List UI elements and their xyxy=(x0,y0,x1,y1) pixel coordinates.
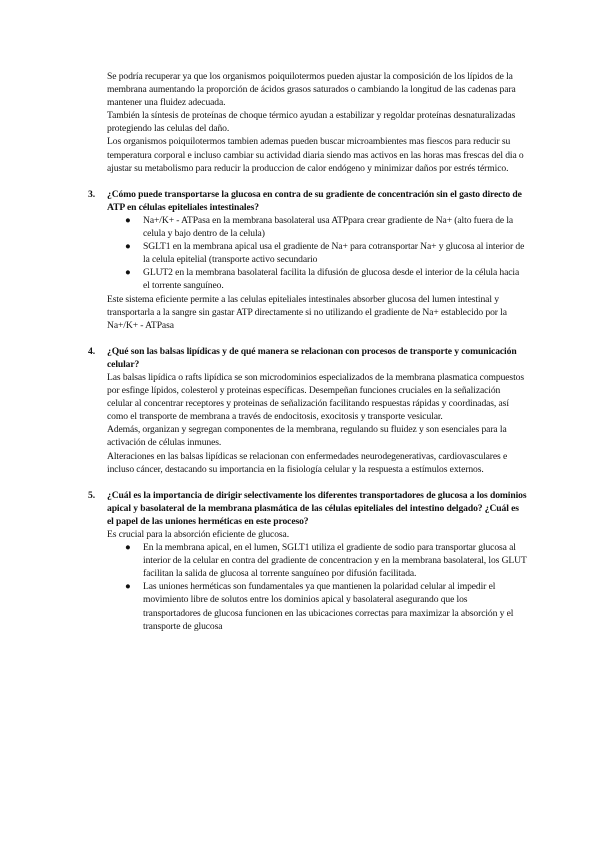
question-5 xyxy=(88,489,527,633)
answer-paragraph: Este sistema eficiente permite a las celulas epiteliales intestinales absorber glucosa del lumen intestinal y transportarla a la sangre sin gastar ATP directamente si no utilizando el gradiente de Na+ establecido por la Na+/K+ - ATPasa xyxy=(107,293,507,331)
intro-paragraph: Se podría recuperar ya que los organismos poiquilotermos pueden ajustar la composición de los lípidos de la membrana aumentando la proporción de ácidos grasos saturados o cambiando la longitud de las cadenas para mantener una fluidez adecuada. xyxy=(107,71,516,109)
question-title: ¿Qué son las balsas lipídicas y de qué manera se relacionan con procesos de transporte y comunicación celular? xyxy=(107,345,517,370)
bullet-icon: ● xyxy=(125,542,131,554)
intro-section xyxy=(107,70,527,175)
list-item xyxy=(125,580,527,632)
bullet-icon: ● xyxy=(125,241,131,253)
bullet-list xyxy=(107,214,527,293)
list-item xyxy=(125,240,527,266)
list-item xyxy=(125,541,527,580)
list-item xyxy=(125,266,527,292)
question-number: 5. xyxy=(88,489,95,501)
question-3 xyxy=(88,188,527,332)
question-title: ¿Cuál es la importancia de dirigir selectivamente los diferentes transportadores de glucosa a los dominios apical y basolateral de la membrana plasmática de las células epiteliales del intestino delgado? ¿Cuál es el papel de las uniones herméticas en este proceso? xyxy=(107,489,527,527)
answer-paragraph: Además, organizan y segregan componentes de la membrana, regulando su fluidez y son esenciales para la activación de células inmunes. xyxy=(107,424,507,449)
question-title: ¿Cómo puede transportarse la glucosa en contra de su gradiente de concentración sin el gasto directo de ATP en células epiteliales intestinales? xyxy=(107,188,522,213)
bullet-icon: ● xyxy=(125,267,131,279)
intro-paragraph: También la síntesis de proteínas de choque térmico ayudan a estabilizar y regoldar proteínas desnaturalizadas protegiendo las celulas del daño. xyxy=(107,110,516,135)
bullet-icon: ● xyxy=(125,214,131,226)
question-number: 4. xyxy=(88,345,95,357)
bullet-list xyxy=(107,541,527,633)
list-item-text: En la membrana apical, en el lumen, SGLT1 utiliza el gradiente de sodio para transportar glucosa al interior de la celular en contra del gradiente de concentracion y en la membrana basolateral, los GLUT facilitan la salida de glucosa al torrente sanguíneo por difusión facilitada. xyxy=(143,542,527,580)
list-item-text: Na+/K+ - ATPasa en la membrana basolateral usa ATPpara crear gradiente de Na+ (alto fuera de la celula y bajo dentro de la celula) xyxy=(143,214,514,240)
list-item-text: GLUT2 en la membrana basolateral facilita la difusión de glucosa desde el interior de la célula hacia el torrente sanguíneo. xyxy=(143,267,520,292)
bullet-icon: ● xyxy=(125,581,131,593)
question-4 xyxy=(88,345,527,476)
answer-paragraph: Es crucial para la absorción eficiente de glucosa. xyxy=(107,529,289,540)
answer-paragraph: Las balsas lipídica o rafts lipídica se son microdominios especializados de la membrana plasmatica compuestos por esfinge lípidos, colesterol y proteinas específicas. Desempeñan funciones cruciales en la señalización celular al concentrar receptores y proteinas de señalización facilitando respuestas rápidas y coordinadas, así como el transporte de membrana a través de endocitosis, exocitosis y transporte vesicular. xyxy=(107,371,524,423)
intro-paragraph: Los organismos poiquilotermos tambien ademas pueden buscar microambientes mas fiescos para reducir su temperatura corporal e incluso cambiar su actividad diaria siendo mas activos en las horas mas frescas del dia o ajustar su metabolismo para reducir la produccion de calor endógeno y minimizar daños por estrés térmico. xyxy=(107,136,524,174)
document-page xyxy=(88,70,527,633)
question-number: 3. xyxy=(88,188,95,200)
list-item xyxy=(125,214,527,240)
answer-paragraph: Alteraciones en las balsas lipídicas se relacionan con enfermedades neurodegenerativas, cardiovasculares e incluso cáncer, destacando su importancia en la fisiología celular y la respuesta a estímulos externos. xyxy=(107,450,508,475)
list-item-text: SGLT1 en la membrana apical usa el gradiente de Na+ para cotransportar Na+ y glucosa al interior de la celula epitelial (transporte activo secundario xyxy=(143,241,525,266)
list-item-text: Las uniones herméticas son fundamentales ya que mantienen la polaridad celular al impedir el movimiento libre de solutos entre los dominios apical y basolateral asegurando que los transportadores de glucosa funcionen en las ubicaciones correctas para maximizar la absorción y el transporte de glucosa xyxy=(143,581,514,632)
